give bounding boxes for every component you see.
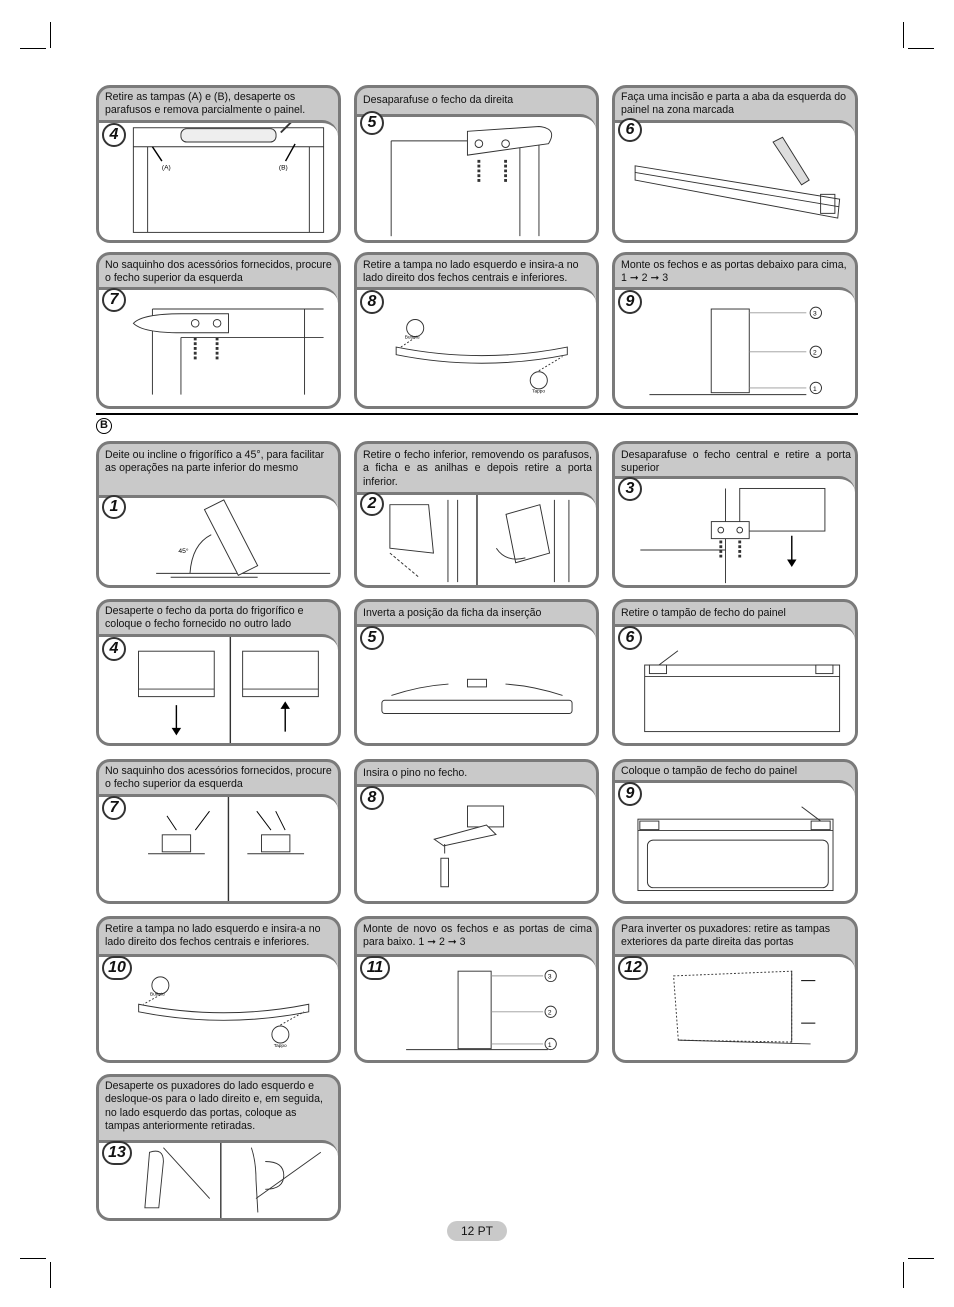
step-number: 9 xyxy=(618,290,642,314)
panel-illustration xyxy=(615,780,855,901)
panel-caption: No saquinho dos acessórios fornecidos, procure o fecho superior da esquerda xyxy=(105,259,332,285)
step-number: 9 xyxy=(618,782,642,806)
panel-illustration xyxy=(357,954,596,1060)
panel-caption: Monte de novo os fechos e as portas de cima para baixo. 1 ➞ 2 ➞ 3 xyxy=(363,923,592,949)
label-tappo: Tappo xyxy=(532,389,546,395)
panel-a4 xyxy=(96,85,341,243)
label-tappo: Tappo xyxy=(273,1043,287,1049)
label-step-2: 2 xyxy=(812,349,817,357)
panel-illustration xyxy=(615,120,855,240)
panel-illustration-svg xyxy=(99,637,338,743)
step-number: 10 xyxy=(102,956,132,980)
panel-a9 xyxy=(612,252,858,409)
crop-mark xyxy=(908,1258,934,1259)
label-b: (B) xyxy=(278,164,288,172)
panel-illustration xyxy=(357,287,596,406)
label-a: (A) xyxy=(161,164,171,172)
panel-illustration-svg xyxy=(357,627,596,743)
panel-caption: Monte os fechos e as portas debaixo para cima, 1 ➞ 2 ➞ 3 xyxy=(621,259,847,285)
label-step-3: 3 xyxy=(547,973,552,981)
section-b-marker: B xyxy=(96,418,112,434)
crop-mark xyxy=(50,22,51,48)
panel-a5 xyxy=(354,85,599,243)
panel-a8 xyxy=(354,252,599,409)
panel-caption: Inverta a posição da ficha da inserção xyxy=(363,607,542,619)
panel-illustration-svg xyxy=(99,1143,338,1218)
panel-illustration xyxy=(615,954,855,1060)
panel-b12 xyxy=(612,916,858,1063)
panel-labels-svg xyxy=(615,290,855,406)
label-buttoiu: Buttoiu xyxy=(149,992,165,998)
panel-b3 xyxy=(612,441,858,588)
crop-mark xyxy=(903,22,904,48)
step-number: 6 xyxy=(618,118,642,142)
panel-b13 xyxy=(96,1074,341,1221)
panel-caption: Coloque o tampão de fecho do painel xyxy=(621,765,798,777)
panel-illustration-svg xyxy=(357,787,596,901)
section-divider xyxy=(96,413,858,415)
panel-illustration xyxy=(615,476,855,585)
panel-b7 xyxy=(96,759,341,904)
label-step-2: 2 xyxy=(547,1009,552,1017)
panel-b1 xyxy=(96,441,341,588)
panel-illustration-svg xyxy=(357,495,596,585)
panel-caption: Retire a tampa no lado esquerdo e insira-a no lado direito dos fechos centrais e inferiores. xyxy=(105,923,321,949)
panel-illustration xyxy=(615,624,855,743)
panel-illustration xyxy=(99,634,338,743)
panel-caption: Retire as tampas (A) e (B), desaperte os parafusos e remova parcialmente o painel. xyxy=(105,91,306,117)
step-number: 6 xyxy=(618,626,642,650)
panel-illustration xyxy=(99,1140,338,1218)
crop-mark xyxy=(50,1262,51,1288)
panel-caption: Insira o pino no fecho. xyxy=(363,767,468,779)
step-number: 5 xyxy=(360,626,384,650)
panel-b6 xyxy=(612,599,858,746)
panel-illustration-svg xyxy=(615,479,855,585)
panel-labels-svg xyxy=(357,290,596,406)
step-number: 2 xyxy=(360,492,384,516)
panel-caption: Retire o fecho inferior, removendo os parafusos, a ficha e as anilhas e depois retire a porta inferior. xyxy=(363,449,592,488)
label-buttoiu: Buttoiu xyxy=(404,335,420,341)
panel-b11 xyxy=(354,916,599,1063)
panel-caption: Para inverter os puxadores: retire as tampas exteriores da parte direita das portas xyxy=(621,923,831,949)
panel-illustration xyxy=(99,954,338,1060)
panel-illustration-svg xyxy=(99,797,338,901)
crop-mark xyxy=(20,48,46,49)
panel-illustration xyxy=(99,120,338,240)
panel-labels-svg xyxy=(99,123,338,240)
step-number: 8 xyxy=(360,786,384,810)
step-number: 11 xyxy=(360,956,390,980)
panel-caption: Desaperte o fecho da porta do frigorífico e coloque o fecho fornecido no outro lado xyxy=(105,605,304,631)
panel-b10 xyxy=(96,916,341,1063)
panel-a6 xyxy=(612,85,858,243)
label-step-3: 3 xyxy=(812,310,817,318)
panel-b5 xyxy=(354,599,599,746)
label-angle: 45° xyxy=(178,548,189,556)
panel-illustration-svg xyxy=(357,117,596,240)
step-number: 7 xyxy=(102,796,126,820)
panel-b2 xyxy=(354,441,599,588)
panel-caption: Desaparafuse o fecho central e retire a porta superior xyxy=(621,449,851,475)
step-number: 5 xyxy=(360,111,384,135)
panel-illustration xyxy=(615,287,855,406)
step-number: 4 xyxy=(102,637,126,661)
panel-caption: Desaparafuse o fecho da direita xyxy=(363,94,514,106)
step-number: 12 xyxy=(618,956,648,980)
crop-mark xyxy=(908,48,934,49)
panel-caption: Desaperte os puxadores do lado esquerdo e desloque-os para o lado direito e, em seguida, no lado esquerdo das portas, coloque as tampas anteriormente retiradas. xyxy=(105,1080,323,1133)
panel-illustration-svg xyxy=(615,123,855,240)
panel-illustration xyxy=(99,287,338,406)
label-step-1: 1 xyxy=(812,385,817,393)
step-number: 7 xyxy=(102,288,126,312)
panel-b8 xyxy=(354,759,599,904)
panel-b4 xyxy=(96,599,341,746)
panel-b9 xyxy=(612,759,858,904)
crop-mark xyxy=(903,1262,904,1288)
step-number: 4 xyxy=(102,123,126,147)
panel-illustration-svg xyxy=(615,957,855,1060)
panel-labels-svg xyxy=(99,957,338,1060)
panel-illustration-svg xyxy=(99,290,338,406)
panel-caption: Retire o tampão de fecho do painel xyxy=(621,607,786,619)
step-number: 3 xyxy=(618,477,642,501)
panel-illustration xyxy=(357,114,596,240)
panel-caption: No saquinho dos acessórios fornecidos, procure o fecho superior da esquerda xyxy=(105,765,332,791)
panel-illustration xyxy=(357,492,596,585)
panel-illustration xyxy=(357,624,596,743)
page-number: 12 PT xyxy=(447,1221,507,1241)
panel-illustration-svg xyxy=(615,627,855,743)
step-number: 13 xyxy=(102,1141,132,1165)
panel-caption: Retire a tampa no lado esquerdo e insira-a no lado direito dos fechos centrais e inferiores. xyxy=(363,259,579,285)
step-number: 1 xyxy=(102,495,126,519)
label-step-1: 1 xyxy=(547,1041,552,1049)
panel-caption: Faça uma incisão e parta a aba da esquerda do painel na zona marcada xyxy=(621,91,846,117)
panel-illustration xyxy=(99,794,338,901)
panel-illustration xyxy=(99,495,338,585)
panel-caption: Deite ou incline o frigorífico a 45°, para facilitar as operações na parte inferior do mesmo xyxy=(105,449,325,475)
panel-a7 xyxy=(96,252,341,409)
panel-labels-svg xyxy=(357,957,596,1060)
panel-labels-svg xyxy=(99,498,338,585)
panel-illustration xyxy=(357,784,596,901)
crop-mark xyxy=(20,1258,46,1259)
step-number: 8 xyxy=(360,290,384,314)
panel-illustration-svg xyxy=(615,783,855,901)
